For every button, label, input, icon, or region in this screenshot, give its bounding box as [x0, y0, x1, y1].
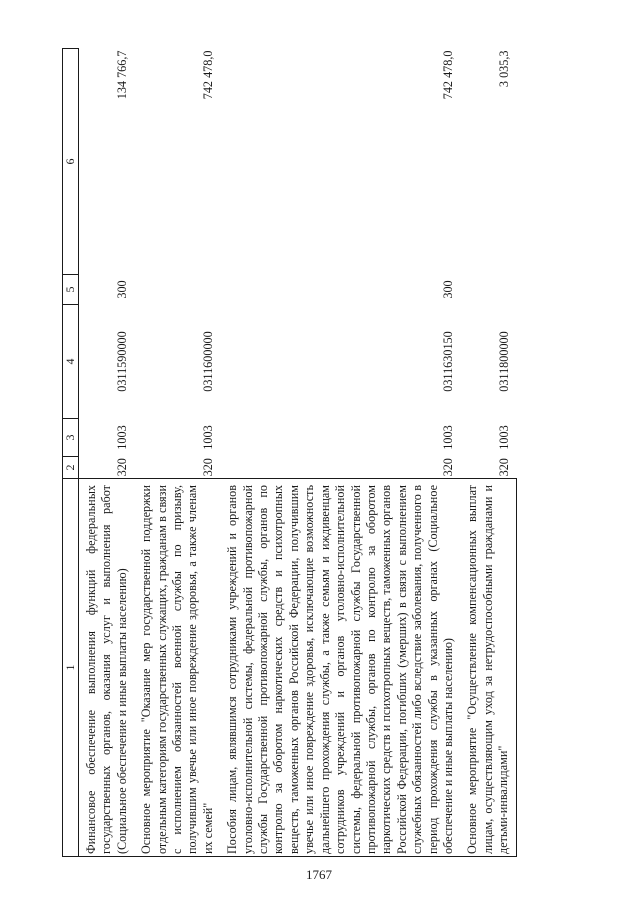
- header-col-3: 3: [63, 419, 79, 457]
- row-ministry-code: 320: [114, 458, 129, 477]
- row-amount: 3 035,3: [496, 50, 511, 88]
- row-amount: 742 478,0: [440, 50, 455, 100]
- header-row: [63, 49, 79, 857]
- budget-table: [62, 48, 517, 857]
- row-target-code: 0311800000: [496, 331, 511, 392]
- header-col-6: 6: [63, 49, 79, 275]
- table-row: [134, 49, 220, 857]
- row-target-code: 0311600000: [200, 331, 215, 392]
- row-section-code: 1003: [200, 425, 215, 450]
- row-expense-type: 300: [114, 280, 129, 299]
- row-ministry-code: 320: [440, 458, 455, 477]
- row-section-code: 1003: [440, 425, 455, 450]
- row-target-code: 0311590000: [114, 331, 129, 392]
- header-col-4: 4: [63, 305, 79, 419]
- header-col-1: 1: [63, 479, 79, 857]
- row-ministry-code: 320: [496, 458, 511, 477]
- row-description: Основное мероприятие "Осуществление компенсационных выплат лицам, осуществляющим уход за нетрудоспособными гражданами и детьми-инвалидами": [460, 479, 516, 857]
- row-expense-type: 300: [440, 280, 455, 299]
- row-target-code: 0311630150: [440, 331, 455, 392]
- header-col-5: 5: [63, 275, 79, 305]
- header-col-2: 2: [63, 457, 79, 479]
- table-row: [220, 49, 460, 857]
- table-row: [79, 49, 135, 857]
- page-number: 1767: [306, 867, 332, 882]
- row-expense-type: [134, 275, 220, 305]
- row-section-code: 1003: [496, 425, 511, 450]
- row-description: Финансовое обеспечение выполнения функций федеральных государственных органов, оказания услуг и выполнения работ (Социальное обеспечение и иные выплаты населению): [79, 479, 135, 857]
- table-row: [460, 49, 516, 857]
- row-amount: 134 766,7: [114, 50, 129, 100]
- row-amount: 742 478,0: [200, 50, 215, 100]
- row-ministry-code: 320: [200, 458, 215, 477]
- row-section-code: 1003: [114, 425, 129, 450]
- row-description: Пособия лицам, являвшимся сотрудниками учреждений и органов уголовно-исполнительной системы, федеральной противопожарной службы Государственной противопожарной службы, органов по контролю за оборотом наркотических средств и психотропных веществ, таможенных органов Российской Федерации, получившим увечье или иное повреждение здоровья, исключающие возможность дальнейшего прохождения службы, а также семьям и иждивенцам сотрудников учреждений и органов уголовно-исполнительной системы, федеральной противопожарной службы Государственной противопожарной службы, органов по контролю за оборотом наркотических средств и психотропных веществ, таможенных органов Российской Федерации, погибших (умерших) в связи с выполнением служебных обязанностей либо вследствие заболевания, полученного в период прохождения службы в указанных органах (Социальное обеспечение и иные выплаты населению): [220, 479, 460, 857]
- row-description: Основное мероприятие "Оказание мер государственной поддержки отдельным категориям государственных служащих, гражданам в связи с исполнением обязанностей военной службы по призыву, получившим увечье или иное повреждение здоровья, а также членам их семей": [134, 479, 220, 857]
- row-expense-type: [460, 275, 516, 305]
